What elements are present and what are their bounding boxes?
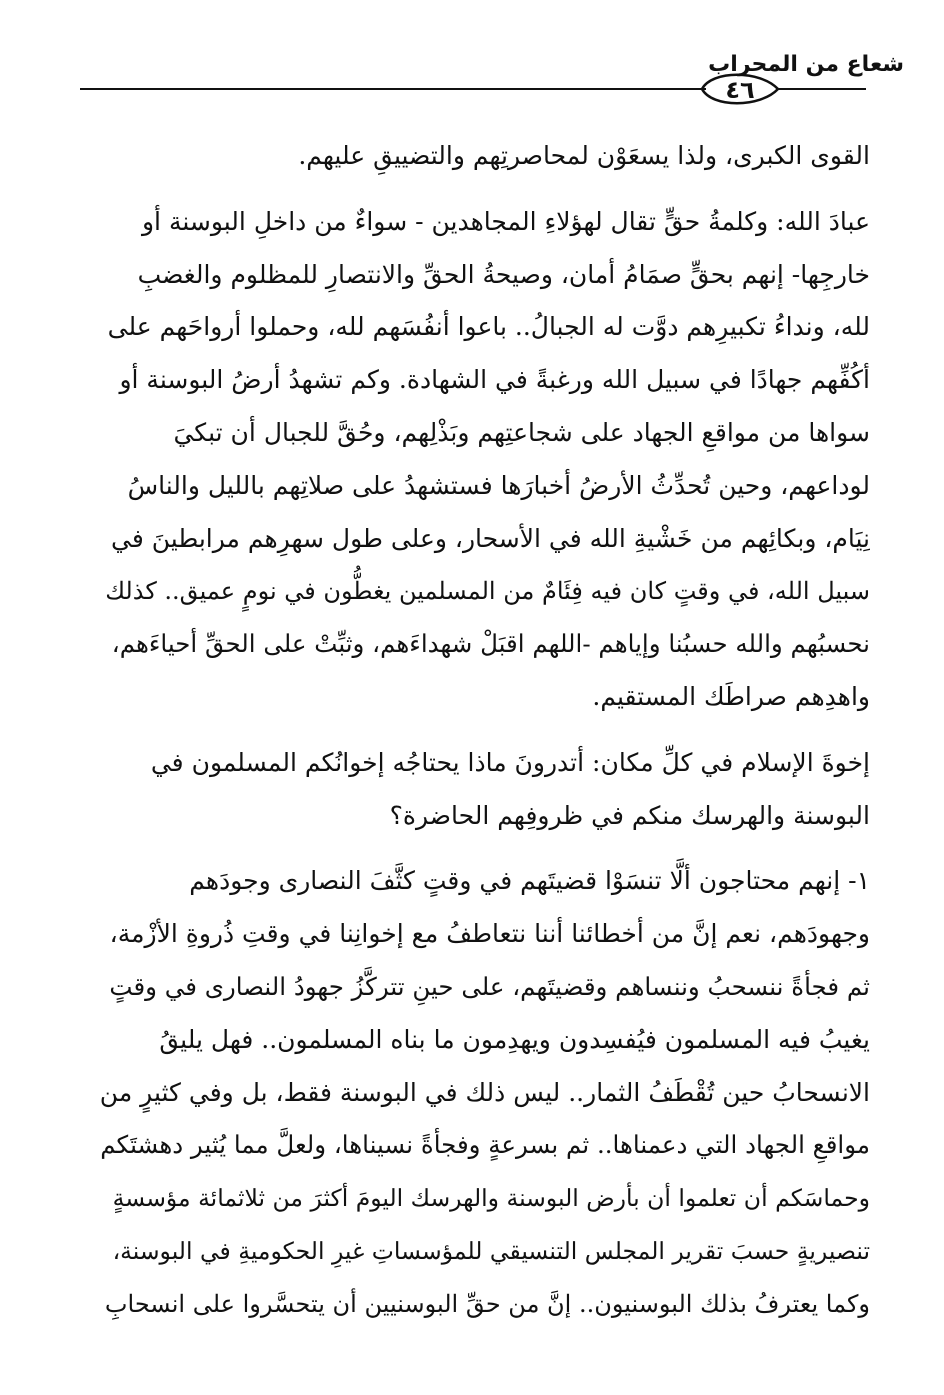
page-body: [100, 130, 870, 1370]
text-line: ثم فجأةً ننسحبُ وننساهم وقضيتَهم، على حينِ تتركَّزُ جهودُ النصارى في وقتٍ: [109, 971, 870, 1001]
text-line: خارجِها- إنهم بحقٍّ صمَامُ أمان، وصيحةُ الحقِّ والانتصارِ للمظلوم والغضبِ: [137, 259, 870, 289]
text-line: إخوةَ الإسلام في كلِّ مكان: أتدرونَ ماذا يحتاجُه إخوانُكم المسلمون في: [150, 747, 870, 777]
text-line: وجهودَهم، نعم إنَّ من أخطائنا أننا نتعاطفُ مع إخوانِنا في وقتِ ذُروةِ الأزْمة،: [109, 919, 870, 949]
text-line: وكما يعترفُ بذلك البوسنيون.. إنَّ من حقِّ البوسنيين أن يتحسَّروا على انسحابِ: [104, 1289, 870, 1318]
text-line: سواها من مواقعِ الجهاد على شجاعتِهم وبَذْلِهم، وحُقَّ للجبال أن تبكيَ: [173, 417, 870, 447]
text-line: ١- إنهم محتاجون ألَّا تنسَوْا قضيتَهم في وقتٍ كثَّفَ النصارى وجودَهم: [189, 866, 870, 896]
text-line: يغيبُ فيه المسلمون فيُفسِدون ويهدِمون ما بناه المسلمون.. فهل يليقُ: [159, 1024, 870, 1054]
text-line: الانسحابُ حين تُقْطَفُ الثمار.. ليس ذلك في البوسنة فقط، بل وفي كثيرٍ من: [100, 1077, 870, 1107]
text-line: عبادَ الله: وكلمةُ حقٍّ تقال لهؤلاءِ المجاهدين - سواءٌ من داخلِ البوسنة أو: [141, 206, 870, 236]
page-header: [0, 0, 944, 120]
text-line: لله، ونداءُ تكبيرِهم دوَّت له الجبالُ.. باعوا أنفُسَهم لله، وحملوا أرواحَهم على: [107, 312, 870, 342]
paragraph-2: [100, 196, 870, 724]
text-line: وحماسَكم أن تعلموا أن بأرض البوسنة والهرسك اليومَ أكثرَ من ثلاثمائة مؤسسةٍ: [112, 1184, 870, 1213]
text-line: سبيل الله، في وقتٍ كان فيه فِئَامٌ من المسلمين يغطُّون في نومٍ عميق.. كذلك: [105, 577, 870, 606]
text-line: مواقعِ الجهاد التي دعمناها.. ثم بسرعةٍ وفجأةً نسيناها، ولعلَّ مما يُثير دهشتَكم: [100, 1130, 870, 1160]
text-line: لوداعهم، وحين تُحدِّثُ الأرضُ أخبارَها فستشهدُ على صلاتِهم بالليل والناسُ: [127, 470, 870, 500]
paragraph-4: [100, 855, 870, 1330]
text-line: واهدِهم صراطَك المستقيم.: [592, 681, 870, 711]
paragraph-1: [100, 130, 870, 183]
text-line: تنصيريةٍ حسبَ تقرير المجلس التنسيقي للمؤسساتِ غيرِ الحكوميةِ في البوسنة،: [112, 1236, 870, 1265]
text-line: أكُفِّهم جهادًا في سبيل الله ورغبةً في الشهادة. وكم تشهدُ أرضُ البوسنة أو: [119, 365, 870, 395]
text-line: نِيَام، وبكائِهم من خَشْيةِ الله في الأسحار، وعلى طول سهرِهم مرابطينَ في: [111, 523, 870, 553]
paragraph-3: [100, 737, 870, 843]
page-number: ٤٦: [725, 76, 755, 104]
text-line: القوى الكبرى، ولذا يسعَوْن لمحاصرتِهم والتضييقِ عليهم.: [298, 141, 870, 170]
text-line: نحسبُهم والله حسبُنا وإياهم -اللهم اقبَلْ شهداءَهم، وثبِّتْ على الحقِّ أحياءَهم،: [111, 629, 870, 659]
text-line: البوسنة والهرسك منكم في ظروفِهم الحاضرة؟: [389, 800, 870, 830]
book-title: شعاع من المحراب: [708, 52, 904, 77]
